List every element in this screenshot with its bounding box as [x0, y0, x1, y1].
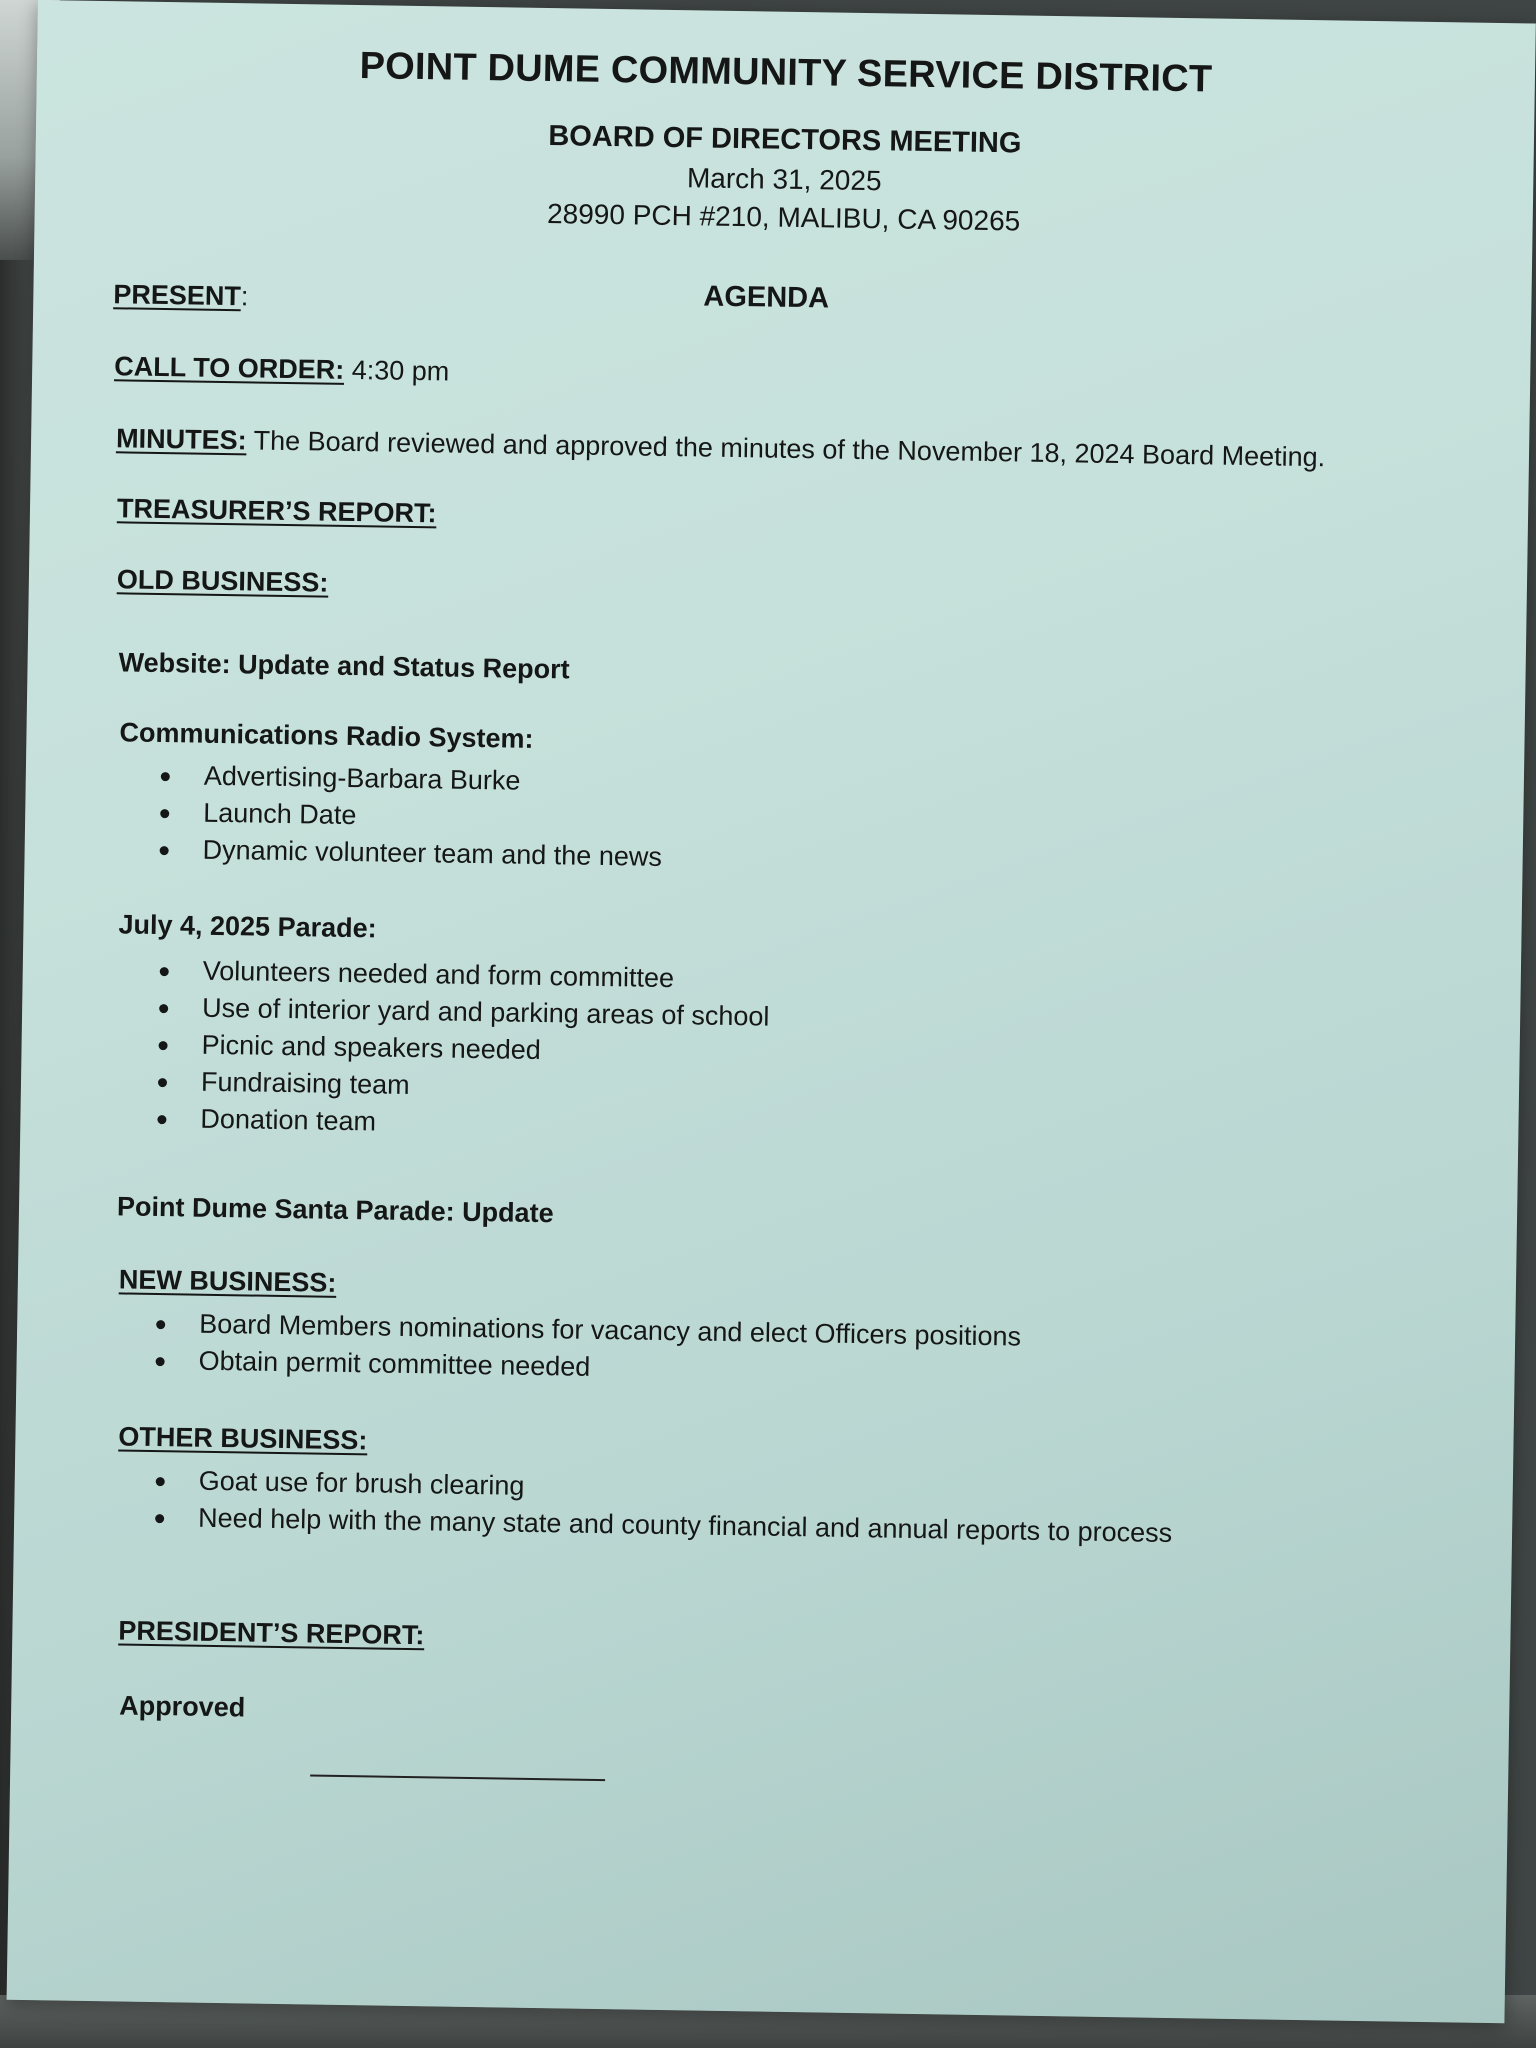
present-colon: :: [240, 281, 249, 312]
old-business-line: [117, 564, 329, 598]
president-line: [118, 1615, 424, 1651]
treasurer-line: [117, 493, 437, 529]
present-label: PRESENT: [113, 279, 242, 312]
meeting-address: 28990 PCH #210, MALIBU, CA 90265: [546, 198, 1021, 237]
other-business-line: [118, 1421, 367, 1456]
treasurer-label: TREASURER’S REPORT:: [116, 493, 437, 529]
list-item: Obtain permit committee needed: [150, 1342, 1020, 1393]
list-item: Fundraising team: [153, 1063, 769, 1110]
website-item: Website: Update and Status Report: [118, 647, 570, 685]
radio-heading: Communications Radio System:: [119, 717, 534, 754]
document-subtitle: BOARD OF DIRECTORS MEETING: [548, 120, 1022, 160]
call-to-order-time: 4:30 pm: [351, 354, 450, 387]
other-business-label: OTHER BUSINESS:: [118, 1421, 368, 1456]
agenda-paper: [7, 0, 1536, 2023]
new-business-label: NEW BUSINESS:: [118, 1264, 337, 1298]
old-business-label: OLD BUSINESS:: [116, 564, 329, 598]
meeting-date: March 31, 2025: [686, 162, 882, 197]
list-item: Use of interior yard and parking areas of school: [154, 989, 770, 1036]
document-title: POINT DUME COMMUNITY SERVICE DISTRICT: [359, 45, 1213, 101]
call-to-order-label: CALL TO ORDER:: [114, 351, 345, 385]
other-business-list: [150, 1462, 1173, 1552]
santa-parade-item: Point Dume Santa Parade: Update: [116, 1191, 554, 1229]
list-item: Donation team: [152, 1100, 768, 1147]
list-item: Board Members nominations for vacancy and elect Officers positions: [151, 1305, 1021, 1356]
approved-label: Approved: [118, 1690, 246, 1723]
minutes-line: [116, 423, 1326, 473]
parade-list: [152, 952, 770, 1147]
list-item: Advertising-Barbara Burke: [156, 757, 664, 802]
present-line: [113, 279, 249, 312]
signature-line: [310, 1774, 605, 1781]
list-item: Dynamic volunteer team and the news: [154, 831, 662, 876]
new-business-list: [150, 1305, 1021, 1393]
parade-heading: July 4, 2025 Parade:: [118, 909, 377, 944]
minutes-text: The Board reviewed and approved the minutes of the November 18, 2024 Board Meeting.: [253, 425, 1326, 473]
list-item: Launch Date: [155, 794, 663, 839]
radio-list: [154, 757, 663, 876]
list-item: Volunteers needed and form committee: [154, 952, 770, 999]
list-item: Goat use for brush clearing: [150, 1462, 1173, 1515]
call-to-order-line: [114, 351, 450, 387]
minutes-label: MINUTES:: [115, 423, 247, 456]
new-business-line: [119, 1264, 337, 1298]
list-item: Picnic and speakers needed: [153, 1026, 769, 1073]
president-label: PRESIDENT’S REPORT:: [118, 1615, 425, 1651]
list-item: Need help with the many state and county financial and annual reports to process: [150, 1499, 1173, 1552]
agenda-heading: AGENDA: [703, 280, 830, 315]
